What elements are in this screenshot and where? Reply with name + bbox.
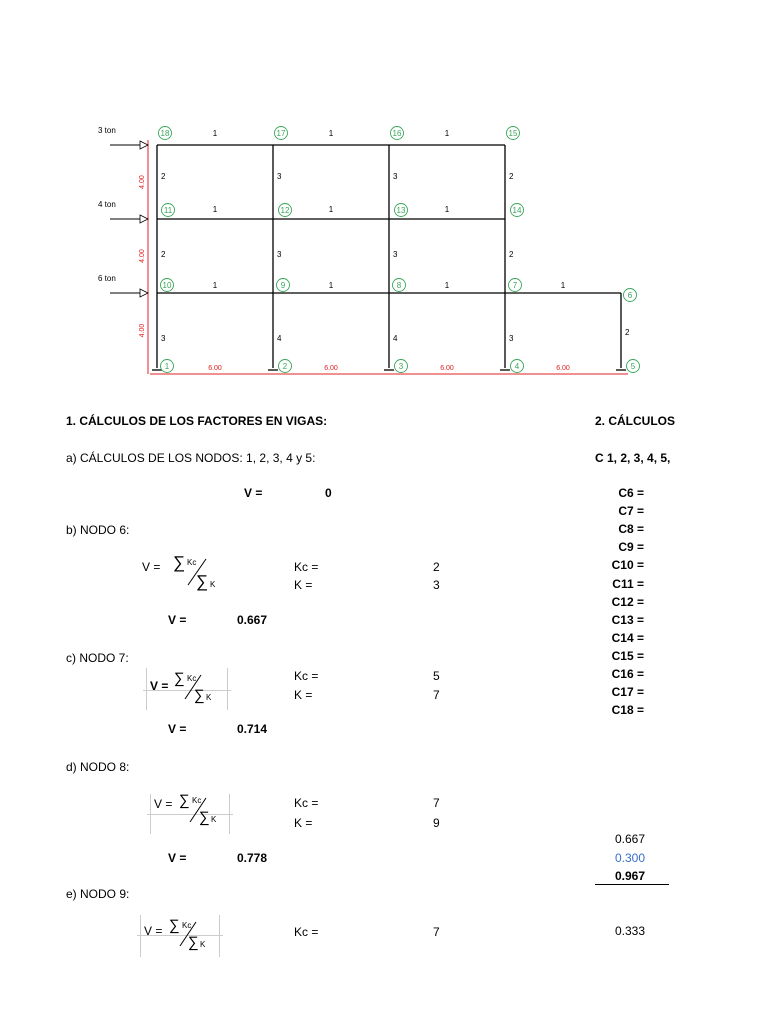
height-label: 4.00 (139, 249, 146, 263)
c-label: C14 = (611, 630, 644, 645)
node7-k-label: K = (294, 688, 313, 702)
beam-k-label: 1 (444, 205, 450, 214)
node8-kc-label: Kc = (294, 796, 319, 810)
section1-title: 1. CÁLCULOS DE LOS FACTORES EN VIGAS: (66, 414, 328, 428)
beam-k-label: 1 (444, 129, 450, 138)
c-label: C12 = (611, 594, 644, 609)
node6-v-value: 0.667 (237, 613, 268, 627)
node-group-a-title: a) CÁLCULOS DE LOS NODOS: 1, 2, 3, 4 y 5: (66, 451, 316, 465)
node6-kc-label: Kc = (294, 560, 319, 574)
node-number: 12 (280, 206, 290, 215)
column-k-label: 3 (509, 334, 514, 343)
span-label: 6.00 (440, 365, 454, 372)
span-label: 6.00 (208, 365, 222, 372)
frame-diagram (0, 0, 768, 390)
c-label: C13 = (611, 612, 644, 627)
a-v-value: 0 (325, 486, 332, 500)
sum-total: 0.967 (614, 869, 646, 883)
c-label: C8 = (618, 522, 644, 537)
node-number: 7 (512, 281, 518, 290)
c-label: C6 = (618, 486, 644, 500)
node8-title: d) NODO 8: (66, 760, 130, 774)
load-arrowhead (140, 141, 148, 149)
column-k-label: 4 (393, 334, 398, 343)
c-label: C16 = (611, 667, 644, 681)
frame-members (152, 145, 626, 370)
node7-kc-value: 5 (433, 669, 440, 683)
node-number: 10 (162, 281, 172, 290)
column-k-label: 2 (625, 328, 630, 337)
sum-value-2: 0.300 (614, 851, 646, 865)
node-number: 5 (630, 362, 636, 371)
node8-kc-value: 7 (433, 796, 440, 810)
c-label: C9 = (618, 540, 644, 555)
node-number: 8 (396, 281, 402, 290)
node-number: 6 (627, 291, 633, 300)
node6-k-value: 3 (433, 578, 440, 592)
c-label: C18 = (611, 703, 644, 718)
node-number: 11 (163, 206, 173, 215)
node8-k-value: 9 (433, 816, 440, 830)
node-number: 15 (508, 129, 518, 138)
column-k-label: 4 (277, 334, 282, 343)
node-number: 9 (280, 281, 286, 290)
a-v-label: V = (244, 486, 263, 500)
beam-k-label: 1 (212, 205, 218, 214)
load-arrowhead (140, 289, 148, 297)
node6-title: b) NODO 6: (66, 523, 130, 537)
node-number: 3 (398, 362, 404, 371)
node-number: 13 (396, 206, 406, 215)
column-k-label: 3 (161, 334, 166, 343)
node-number: 18 (160, 129, 170, 138)
load-label: 3 ton (98, 126, 116, 135)
node-number: 14 (512, 206, 522, 215)
beam-k-label: 1 (560, 281, 566, 290)
beam-k-label: 1 (328, 129, 334, 138)
column-k-label: 2 (161, 172, 166, 181)
height-label: 4.00 (139, 323, 146, 338)
c-label: C15 = (611, 648, 644, 663)
column-k-label: 2 (509, 250, 514, 259)
c-label: C17 = (611, 685, 644, 700)
node-number: 16 (392, 129, 402, 138)
beam-k-label: 1 (212, 281, 218, 290)
node7-kc-label: Kc = (294, 669, 319, 683)
formula-node8: V = ∑ Kc ∑ K (150, 794, 230, 834)
column-k-label: 3 (393, 172, 398, 181)
node9-kc-label: Kc = (294, 925, 319, 939)
next-value: 0.333 (614, 924, 646, 938)
column-k-label: 3 (277, 172, 282, 181)
beam-k-label: 1 (328, 205, 334, 214)
formula-node7: V = ∑ Kc ∑ K (146, 668, 228, 710)
column-k-label: 3 (277, 250, 282, 259)
column-k-label: 2 (161, 250, 166, 259)
beam-k-label: 1 (328, 281, 334, 290)
node8-v-label: V = (168, 851, 187, 865)
beam-k-label: 1 (444, 281, 450, 290)
column-k-label: 2 (509, 172, 514, 181)
dimension-lines (148, 140, 628, 374)
span-label: 6.00 (556, 365, 570, 372)
c-label: C11 = (612, 576, 644, 591)
node-number: 4 (514, 362, 520, 371)
node-number: 1 (164, 362, 170, 371)
formula-node6: V = ∑ Kc ∑ K (142, 553, 216, 591)
section2-title: 2. CÁLCULOS (595, 414, 676, 428)
formula-node9: V = ∑ Kc ∑ K (140, 915, 220, 957)
node7-v-label: V = (168, 722, 187, 736)
c-group-label: C 1, 2, 3, 4, 5, (595, 451, 671, 465)
node6-k-label: K = (294, 578, 313, 592)
node-number: 17 (276, 129, 286, 138)
sum-underline (595, 884, 669, 885)
load-label: 4 ton (98, 200, 116, 209)
c-label: C10 = (611, 558, 644, 573)
node8-k-label: K = (294, 816, 313, 830)
c-label: C7 = (618, 504, 644, 519)
node9-kc-value: 7 (433, 925, 440, 939)
node6-v-label: V = (168, 613, 187, 627)
column-k-label: 3 (393, 250, 398, 259)
beam-k-label: 1 (212, 129, 218, 138)
frame-nodes (159, 127, 640, 373)
load-arrowhead (140, 215, 148, 223)
node7-v-value: 0.714 (237, 722, 268, 736)
node-number: 2 (282, 362, 288, 371)
node7-title: c) NODO 7: (66, 651, 129, 665)
node6-kc-value: 2 (433, 560, 440, 574)
node7-k-value: 7 (433, 688, 440, 702)
load-label: 6 ton (98, 274, 116, 283)
span-label: 6.00 (324, 365, 338, 372)
height-label: 4.00 (139, 175, 146, 189)
node9-title: e) NODO 9: (66, 887, 130, 901)
frame-labels (98, 126, 630, 372)
node8-v-value: 0.778 (237, 851, 268, 865)
sum-value-1: 0.667 (614, 832, 646, 846)
